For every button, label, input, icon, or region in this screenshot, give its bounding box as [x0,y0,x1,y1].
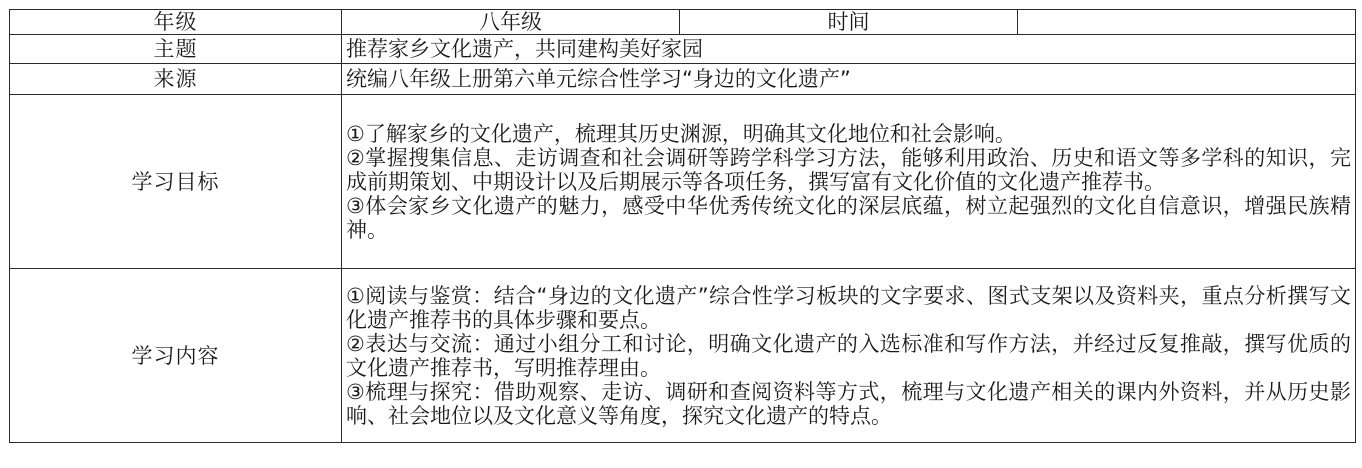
topic-label: 主题 [10,35,342,64]
source-label: 来源 [10,64,342,95]
time-value [1018,10,1356,35]
grade-label: 年级 [10,10,342,35]
goals-row [10,95,1356,269]
goals-cell [342,95,1356,269]
content-item: ②表达与交流：通过小组分工和讨论，明确文化遗产的入选标准和写作方法，并经过反复推敲，撰写优质的文化遗产推荐书，写明推荐理由。 [346,331,1351,380]
goals-label: 学习目标 [10,95,342,269]
topic-row [10,35,1356,64]
goal-item: ①了解家乡的文化遗产，梳理其历史渊源，明确其文化地位和社会影响。 [346,121,1016,146]
topic-value: 推荐家乡文化遗产，共同建构美好家园 [342,35,1356,64]
header-row [10,10,1356,35]
content-label: 学习内容 [10,269,342,443]
content-row [10,269,1356,443]
content-item: ③梳理与探究：借助观察、走访、调研和查阅资料等方式，梳理与文化遗产相关的课内外资料，并从历史影响、社会地位以及文化意义等角度，探究文化遗产的特点。 [346,379,1351,428]
goal-item: ③体会家乡文化遗产的魅力，感受中华优秀传统文化的深层底蕴，树立起强烈的文化自信意识，增强民族精神。 [346,193,1351,242]
grade-value: 八年级 [342,10,680,35]
source-row [10,64,1356,95]
content-cell [342,269,1356,443]
content-item: ①阅读与鉴赏：结合“身边的文化遗产”综合性学习板块的文字要求、图式支架以及资料夹，重点分析撰写文化遗产推荐书的具体步骤和要点。 [346,283,1351,332]
time-label: 时间 [680,10,1018,35]
goal-item: ②掌握搜集信息、走访调查和社会调研等跨学科学习方法，能够利用政治、历史和语文等多学科的知识，完成前期策划、中期设计以及后期展示等各项任务，撰写富有文化价值的文化遗产推荐书。 [346,145,1351,194]
source-value: 统编八年级上册第六单元综合性学习“身边的文化遗产” [342,64,1356,95]
lesson-plan-table [9,9,1356,443]
